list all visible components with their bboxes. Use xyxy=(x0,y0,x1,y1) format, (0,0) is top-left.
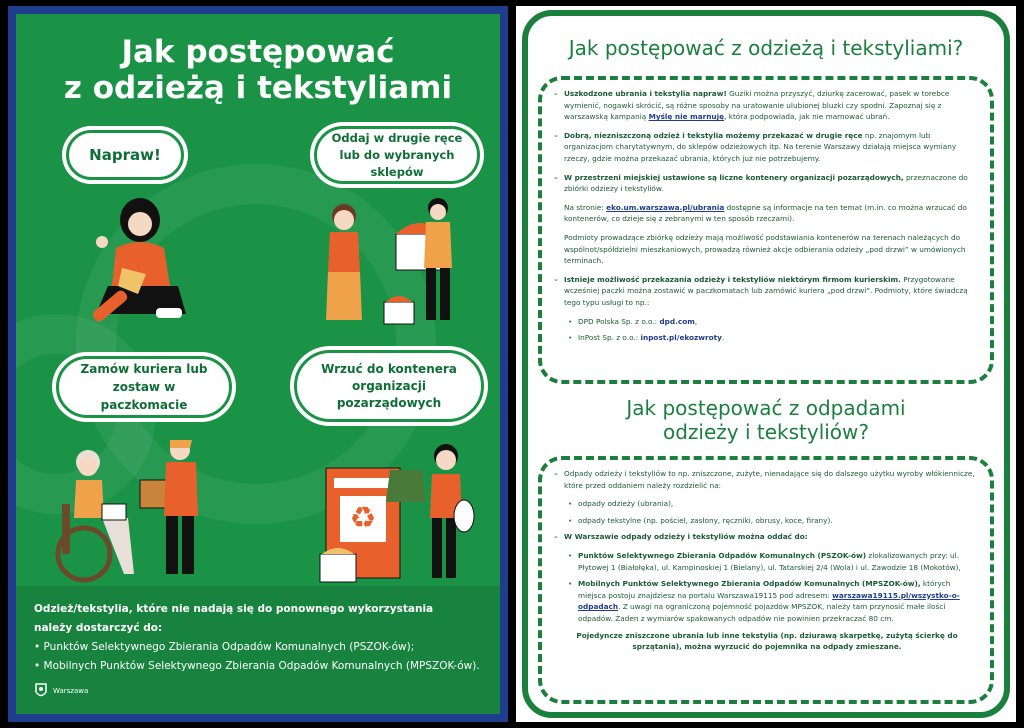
waste-sub-clothing xyxy=(554,498,980,510)
mpszok-text: których miejsca postoju znajdziesz na portalu Warszawa19115 pod adresem: xyxy=(578,579,951,600)
pill-repair-label: Napraw! xyxy=(89,145,161,164)
pill-courier xyxy=(56,356,232,418)
left-title-line1: Jak postępować xyxy=(121,34,395,70)
logo-label: Warszawa xyxy=(53,687,89,695)
para-website-text: dostępne są informacje na ten temat (m.in. co można wrzucać do kontenerów, co dzieje się z zebranymi w ten sposób rzeczami). xyxy=(564,202,967,224)
waste-item-definition xyxy=(554,468,980,491)
donate-illustration xyxy=(314,194,484,328)
item-containers-bold: W przestrzeni miejskiej ustawione są liczne kontenery organizacji pozarządowych, xyxy=(564,172,904,182)
left-poster-footer xyxy=(16,586,500,714)
svg-text:♻: ♻ xyxy=(349,501,377,536)
left-title-line2: z odzieżą i tekstyliami xyxy=(63,70,453,106)
left-poster xyxy=(8,6,508,722)
pill-courier-label: Zamów kuriera lub zostaw w paczkomacie xyxy=(80,362,208,412)
pill-donate-label: Oddaj w drugie ręce lub do wybranych sklepów xyxy=(331,130,463,179)
warszawa19115-link[interactable]: warszawa19115.pl/wszystko-o-odpadach xyxy=(578,590,960,612)
mpszok-bold: Mobilnych Punktów Selektywnego Zbierania Odpadów Komunalnych (MPSZOK-ów), xyxy=(578,579,921,589)
info-para-website xyxy=(554,202,980,225)
info-para-collectors xyxy=(554,232,980,267)
right-title1-text: Jak postępować z odzieżą i tekstyliami? xyxy=(568,36,964,60)
right-title-clothing xyxy=(516,36,1016,60)
courier-dpd xyxy=(554,316,980,328)
courier-dpd-text: DPD Polska Sp. z o.o.: xyxy=(578,316,660,326)
waste-sub-pszok xyxy=(554,550,980,573)
inpost-link[interactable]: inpost.pl/ekozwroty xyxy=(640,333,722,343)
item-couriers-bold: Istnieje możliwość przekazania odzieży i tekstyliów niektórym firmom kurierskim. xyxy=(564,274,901,284)
waste-closing-note xyxy=(554,630,980,653)
item-repair-tail: , która podpowiada, jak nie marnować ubrań. xyxy=(724,112,890,122)
waste-where-bold: W Warszawie odpady odzieży i tekstyliów można oddać do: xyxy=(564,532,808,542)
right-title-waste xyxy=(516,396,1016,444)
footer-line1: Odzież/tekstylia, które nie nadają się do ponownego wykorzystania xyxy=(34,603,434,615)
pill-repair xyxy=(66,130,184,180)
footer-line2: należy dostarczyć do: xyxy=(34,622,163,634)
courier-dpd-tail: , xyxy=(694,316,698,326)
pill-donate xyxy=(314,126,480,184)
container-illustration xyxy=(316,438,486,586)
mpszok-tail: . Z uwagi na ograniczoną pojemność pojazdów MPSZOK, należy tam przynosić małe ilości odpadów. Żaden z wymiarów spakowanych odpadów nie powinien przekraczać 80 cm. xyxy=(578,602,946,623)
pszok-text: zlokalizowanych przy: ul. Płytowej 1 (Białołęka), ul. Kampinoskiej 1 (Bielany), ul. Tatarskiej 2/4 (Wola) i ul. Zawodzie 18 (Mokotów), xyxy=(578,550,961,572)
courier-inpost xyxy=(554,332,980,344)
waste-info-box xyxy=(538,456,994,704)
right-title2-line1: Jak postępować z odpadami xyxy=(626,396,906,420)
right-title2-line2: odzieży i tekstyliów? xyxy=(662,420,870,444)
waste-sub-mpszok xyxy=(554,578,980,624)
para-collectors-text: Podmioty prowadzące zbiórkę odzieży mają możliwość podstawiania kontenerów na terenach należących do wspólnot/spółdzielni mieszkaniowych, prowadzą również akcje odbierania odzieży „pod drzwi” w umówionych terminach. xyxy=(564,232,966,266)
warszawa-logo xyxy=(34,682,88,700)
item-donate-bold: Dobrą, niezniszczoną odzież i tekstylia możemy przekazać w drugie ręce xyxy=(564,130,863,140)
waste-item-where xyxy=(554,531,980,543)
info-item-repair xyxy=(554,88,980,123)
waste-definition-text: Odpady odzieży i tekstyliów to np. zniszczone, zużyte, nienadające się do dalszego użytku wyroby włókiennicze, które przed oddaniem należy rozdzielić na: xyxy=(564,469,975,490)
right-poster xyxy=(516,6,1016,722)
item-containers-text: przeznaczone do zbiórki odzieży i tekstyliów. xyxy=(564,172,968,194)
item-repair-text: Guziki można przyszyć, dziurkę zacerować, pasek w torebce wymienić, nogawki skrócić, są różne sposoby na uratowanie ulubionej bluzki czy spodni. Zapoznaj się z warszawską kampanią xyxy=(564,89,950,122)
info-item-containers xyxy=(554,172,980,195)
item-repair-bold: Uszkodzone ubrania i tekstylia napraw! xyxy=(564,89,727,98)
left-poster-panel xyxy=(16,14,500,714)
item-couriers-text: Przygotowane wcześniej paczki można zostawić w paczkomatach lub zamówić kuriera „pod drzwi”. Podmioty, które świadczą tego typu usługi to np.: xyxy=(564,274,968,307)
left-poster-title xyxy=(16,34,500,106)
waste-sub-textiles xyxy=(554,515,980,527)
waste-sub-textiles-text: odpady tekstylne (np. pościel, zasłony, ręczniki, obrusy, koce, firany). xyxy=(578,515,833,525)
courier-illustration xyxy=(52,434,232,584)
footer-bullet-pszok: • Punktów Selektywnego Zbierania Odpadów Komunalnych (PSZOK-ów); xyxy=(34,641,415,653)
waste-sub-clothing-text: odpady odzieży (ubrania), xyxy=(578,499,674,509)
campaign-link[interactable]: Myślę nie marnuję xyxy=(648,112,725,122)
pill-container xyxy=(294,350,484,422)
info-item-couriers xyxy=(554,274,980,309)
repair-illustration xyxy=(86,190,198,330)
dpd-link[interactable]: dpd.com xyxy=(659,316,695,326)
courier-inpost-tail: . xyxy=(721,333,725,343)
item-donate-text: np. znajomym lub organizacjom charytatywnym, do sklepów odzieżowych itp. Na terenie Warszawy działają miejsca wymiany rzeczy, gdzie można przekazać ubrania, których już nie potrzebujemy. xyxy=(564,130,957,163)
pill-container-label: Wrzuć do kontenera organizacji pozarządowych xyxy=(321,361,457,410)
pszok-bold: Punktów Selektywnego Zbierania Odpadów Komunalnych (PSZOK-ów) xyxy=(578,550,867,560)
warszawa-crest-icon xyxy=(34,682,48,700)
clothing-info-box xyxy=(538,76,994,384)
courier-inpost-text: InPost Sp. z o.o.: xyxy=(578,333,641,343)
para-website-prefix: Na stronie: xyxy=(564,202,607,212)
closing-text: Pojedyncze zniszczone ubrania lub inne tekstylia (np. dziurawą skarpetkę, zużytą ścierkę do sprzątania), można wyrzucić do pojemnika na odpady zmieszane. xyxy=(576,630,958,652)
footer-bullet-mpszok: • Mobilnych Punktów Selektywnego Zbierania Odpadów Komunalnych (MPSZOK-ów). xyxy=(34,660,480,672)
eko-website-link[interactable]: eko.um.warszawa.pl/ubrania xyxy=(606,202,725,212)
info-item-donate xyxy=(554,130,980,165)
